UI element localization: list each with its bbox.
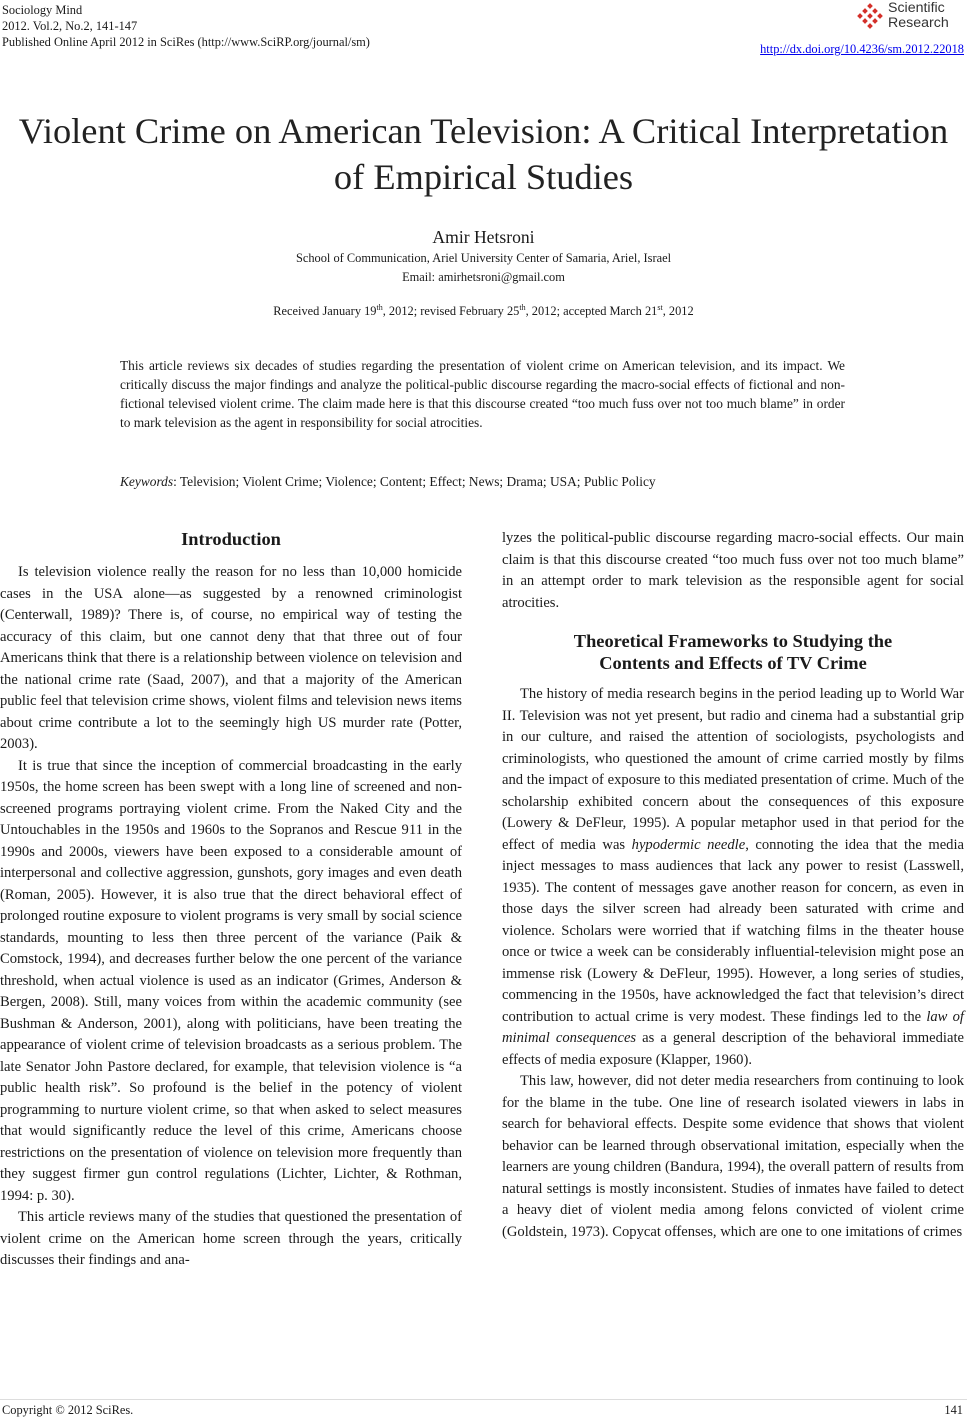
left-column: [0, 528, 462, 1272]
paragraph: [502, 684, 964, 1071]
page-number: 141: [944, 1403, 963, 1417]
theory-heading-line-1: Theoretical Frameworks to Studying the: [573, 631, 893, 651]
accepted-sup: st: [657, 303, 663, 312]
doi-link[interactable]: http://dx.doi.org/10.4236/sm.2012.22018: [760, 42, 964, 56]
author-affiliation-block: [0, 249, 967, 287]
italic-term: hypodermic needle: [631, 836, 746, 853]
keywords: [120, 474, 845, 490]
scientific-research-logo: [854, 0, 964, 36]
received-date: Received January 19: [273, 304, 377, 319]
publication-info: Published Online April 2012 in SciRes (http://www.SciRP.org/journal/sm): [2, 35, 370, 50]
section-heading-theory: [502, 630, 964, 674]
received-sup: th: [376, 303, 383, 312]
theory-heading-line-2: Contents and Effects of TV Crime: [599, 653, 867, 673]
keywords-label: Keywords: [120, 474, 174, 489]
copyright: Copyright © 2012 SciRes.: [2, 1403, 134, 1417]
author-name: Amir Hetsroni: [432, 227, 535, 247]
paragraph-continued: lyzes the political-public discourse regarding macro-social effects. Our main claim is that this discourse created “too much fuss over not too much blame” in an attempt order to mark television as the responsible agent for social atrocities.: [502, 530, 964, 611]
diamond-grid-icon: [854, 3, 886, 31]
paragraph: It is true that since the inception of commercial broadcasting in the early 1950s, the home screen has been swept with a long line of screened and non-screened programs portraying violent crime. From the Naked City and the Untouchables in the 1950s and 1960s to the Sopranos and Rescue 911 in the 1990s and 2000s, viewers have been exposed to a considerable amount of interpersonal and collective aggression, gunshots, gory images and even death (Roman, 2005). However, it is also true that the direct behavioral effect of prolonged routine exposure to violent programs is very small by social science standards, mounting to less then three percent of the variance (Paik & Comstock, 1994), and decreases further below the one percent of the variance threshold, when actual violence is used as an indicator (Grimes, Anderson & Bergen, 2008). Still, many voices from within the academic community (see Bushman & Anderson, 2001), along with politicians, have been treating the appearance of violent crime of television broadcasts as a serious problem. The late Senator John Pastore declared, for example, that television violence is “a public health risk”. So profound is the belief in the potency of violent programming to nurture violent crime, so that when asked to select measures that would significantly reduce the level of this crime, Americans choose restrictions on the presentation of violence on television more frequently than they suggest firmer gun control regulations (Lichter, Lichter, & Rothman, 1994: p. 30).: [0, 757, 462, 1204]
text-run: as a general description of the behavioral immediate effects of media exposure (Klapper, 1960).: [502, 1030, 964, 1068]
keywords-list: : Television; Violent Crime; Violence; Content; Effect; News; Drama; USA; Public Policy: [173, 474, 656, 489]
article-title: [0, 108, 967, 200]
paragraph: This article reviews many of the studies that questioned the presentation of violent crime on the American home screen through the years, critically discusses their findings and ana-: [0, 1209, 462, 1268]
right-column: [502, 528, 964, 1243]
section-heading-introduction: Introduction: [181, 529, 281, 549]
affiliation: School of Communication, Ariel University Center of Samaria, Ariel, Israel: [295, 251, 672, 265]
dates-suffix: , 2012: [662, 304, 694, 319]
revised-sup: th: [519, 303, 526, 312]
journal-name: Sociology Mind: [2, 3, 83, 17]
journal-header: [2, 2, 370, 51]
email: Email: amirhetsroni@gmail.com: [402, 270, 565, 284]
title-line-1: Violent Crime on American Television: A Critical Interpretation: [18, 111, 949, 151]
paragraph: This law, however, did not deter media researchers from continuing to look for the blame in the tube. One line of research isolated viewers in labs in search for behavioral effects. Despite some evidence that shows that violent behavior can be learned through observational imitation, especially when the learners are young children (Bandura, 1994), the overall pattern of results from natural settings is mostly inconsistent. Studies of inmates have failed to detect a heavy diet of violent media among felons convicted of violent crime (Goldstein, 1973). Copycat offenses, which are one to one imitations of crimes: [502, 1073, 964, 1240]
journal-volume: 2012. Vol.2, No.2, 141-147: [2, 19, 138, 34]
logo-text-line1: Scientific: [888, 0, 945, 16]
paragraph: Is television violence really the reason for no less than 10,000 homicide cases in the USA alone—as suggested by a renowned criminologist (Centerwall, 1989)? There is, of course, no empirical way of testing the accuracy of this claim, but one cannot deny that that three out of four Americans think that there is a relationship between violence on television and the national crime rate (Saad, 2007), and that a majority of the American public feel that television crime shows, violent films and television news items about crime contribute a lot to the seemingly high US murder rate (Potter, 2003).: [0, 564, 462, 752]
text-run: The history of media research begins in the period leading up to World War II. Television was not yet present, but radio and cinema had a substantial grip in our culture, and raised the attention of sociologists, psychologists and criminologists, who questioned the amount of crime carried mostly by films and the impact of exposure to this mediated presentation of crime. Much of the scholarship exhibited concern about the consequences of this exposure (Lowery & DeFleur, 1995). A popular metaphor used in that period for the effect of media was: [502, 686, 964, 853]
footer-divider: [0, 1399, 967, 1400]
accepted-date: , 2012; accepted March 21: [525, 304, 658, 319]
text-run: , connoting the idea that the media inject messages to mass audiences that lack any power to resist (Lasswell, 1935). The content of messages gave another reason for concern, as even in those days the silver screen had already been saturated with crime and violence. Scholars were worried that if watching films in the theater house once or twice a week can be considerably influential-television might pose an immense risk (Lowery & DeFleur, 1995). However, a long series of studies, commencing in the 1950s, have acknowledged the fact that television’s direct contribution to actual crime is very modest. These findings led to the: [502, 836, 965, 1025]
italic-term: law of minimal consequences: [502, 1008, 964, 1046]
abstract: This article reviews six decades of studies regarding the presentation of violent crime on American television, and its impact. We critically discuss the major findings and analyze the political-public discourse regarding the macro-social effects of fictional and non-fictional televised violent crime. The claim made here is that this discourse created “too much fuss over not too much blame” in order to mark television as the agent in responsibility for social atrocities.: [120, 358, 845, 430]
revised-date: , 2012; revised February 25: [382, 304, 520, 319]
title-line-2: of Empirical Studies: [333, 157, 634, 197]
logo-text-line2: Research: [888, 15, 949, 31]
article-dates: [0, 303, 967, 319]
